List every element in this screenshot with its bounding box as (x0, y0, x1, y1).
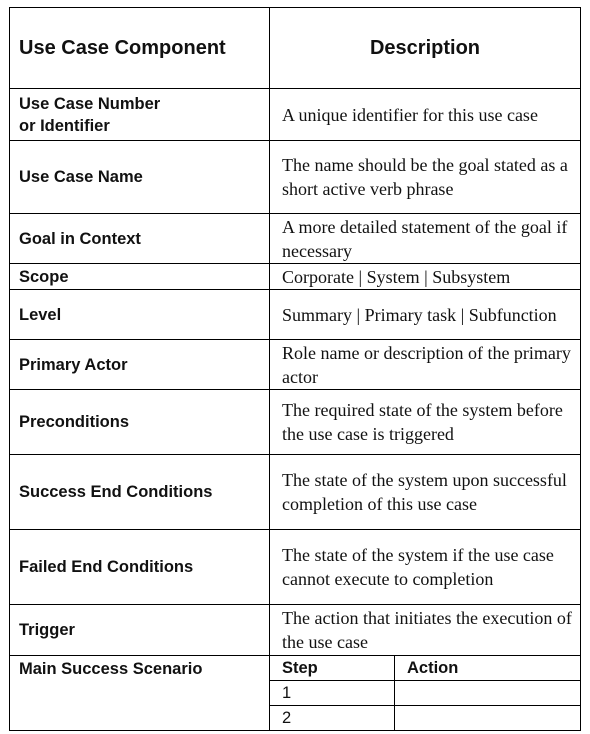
row-description: The state of the system upon successful completion of this use case (270, 455, 581, 530)
row-description: Role name or description of the primary actor (270, 340, 581, 390)
table-row (10, 605, 581, 656)
header-description: Description (270, 8, 581, 89)
step-row (270, 681, 580, 706)
table-row (10, 89, 581, 141)
row-label: Failed End Conditions (10, 530, 270, 605)
row-label: Primary Actor (10, 340, 270, 390)
row-label-line: or Identifier (19, 116, 110, 135)
step-header: Step (270, 656, 395, 681)
row-label: Goal in Context (10, 214, 270, 264)
table-row (10, 455, 581, 530)
row-description: The required state of the system before the use case is triggered (270, 390, 581, 455)
table-row (10, 530, 581, 605)
row-description: Corporate | System | Subsystem (270, 264, 581, 290)
row-label: Trigger (10, 605, 270, 656)
row-label: Scope (10, 264, 270, 290)
row-description: The state of the system if the use case cannot execute to completion (270, 530, 581, 605)
table-row (10, 214, 581, 264)
row-label (10, 89, 270, 141)
row-label: Preconditions (10, 390, 270, 455)
table-row (10, 141, 581, 214)
row-label: Success End Conditions (10, 455, 270, 530)
header-component: Use Case Component (10, 8, 270, 89)
table-row (10, 390, 581, 455)
table-row (10, 264, 581, 290)
step-row (270, 706, 580, 731)
row-description: A unique identifier for this use case (270, 89, 581, 141)
steps-header-row (270, 656, 580, 681)
row-label: Use Case Name (10, 141, 270, 214)
row-label-line: Use Case Number (19, 94, 161, 113)
header-row (10, 8, 581, 89)
row-label: Level (10, 290, 270, 340)
row-description: The name should be the goal stated as a short active verb phrase (270, 141, 581, 214)
main-success-cell (270, 656, 581, 731)
use-case-table (9, 7, 581, 731)
table-row (10, 340, 581, 390)
steps-table (270, 656, 580, 730)
step-number: 2 (270, 706, 395, 731)
row-description: A more detailed statement of the goal if necessary (270, 214, 581, 264)
step-action (395, 706, 581, 731)
row-description: Summary | Primary task | Subfunction (270, 290, 581, 340)
action-header: Action (395, 656, 581, 681)
main-success-label: Main Success Scenario (10, 656, 270, 731)
step-action (395, 681, 581, 706)
main-success-row (10, 656, 581, 731)
table-row (10, 290, 581, 340)
step-number: 1 (270, 681, 395, 706)
row-description: The action that initiates the execution of the use case (270, 605, 581, 656)
